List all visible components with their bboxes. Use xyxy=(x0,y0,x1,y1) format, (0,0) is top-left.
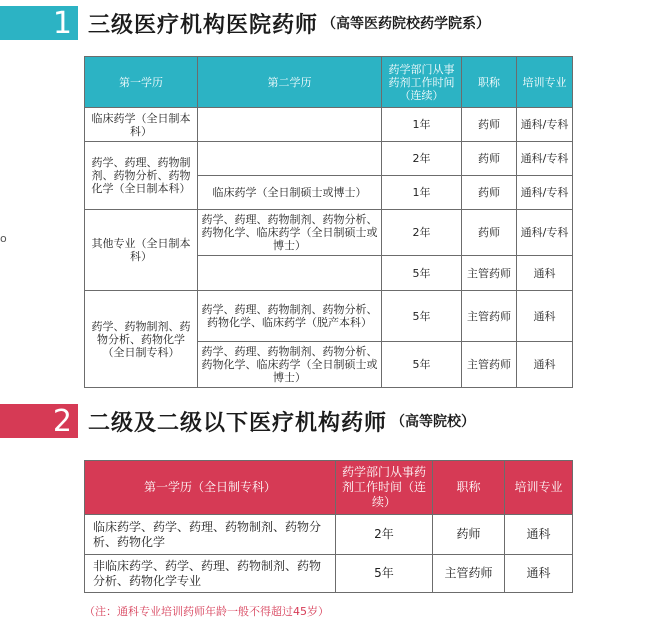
cell-first-degree: 非临床药学、药学、药理、药物制剂、药物分析、药物化学专业 xyxy=(85,555,336,593)
cell-first-degree: 临床药学（全日制本科） xyxy=(85,108,198,142)
header-title: 职称 xyxy=(462,57,517,108)
cell-title: 药师 xyxy=(462,176,517,210)
cell-work-time: 2年 xyxy=(382,142,462,176)
cell-work-time: 1年 xyxy=(382,176,462,210)
section2-subtitle: （高等院校） xyxy=(391,414,476,430)
cell-work-time: 2年 xyxy=(336,515,433,555)
header-work-time: 药学部门从事药剂工作时间（连续） xyxy=(336,461,433,515)
table-row xyxy=(85,210,573,256)
header-first-degree: 第一学历 xyxy=(85,57,198,108)
section1-table xyxy=(84,56,573,388)
cell-second-degree xyxy=(198,108,382,142)
section1-title: 三级医疗机构医院药师 xyxy=(88,12,319,38)
section1-subtitle: （高等医药院校药学院系） xyxy=(322,16,491,32)
section1-header xyxy=(0,6,490,40)
header-title: 职称 xyxy=(433,461,505,515)
cell-major: 通科/专科 xyxy=(517,108,573,142)
cell-major: 通科 xyxy=(517,256,573,291)
cell-title: 药师 xyxy=(462,108,517,142)
cell-major: 通科 xyxy=(505,515,573,555)
cell-work-time: 2年 xyxy=(382,210,462,256)
header-work-time: 药学部门从事药剂工作时间（连续） xyxy=(382,57,462,108)
table-header-row xyxy=(85,57,573,108)
section2-header xyxy=(0,404,475,438)
table-row xyxy=(85,108,573,142)
table-row xyxy=(85,555,573,593)
cell-work-time: 5年 xyxy=(382,291,462,342)
cell-first-degree: 药学、药物制剂、药物分析、药物化学（全日制专科） xyxy=(85,291,198,388)
cell-work-time: 5年 xyxy=(382,342,462,388)
section2-title: 二级及二级以下医疗机构药师 xyxy=(88,410,388,436)
cell-major: 通科 xyxy=(505,555,573,593)
cell-title: 药师 xyxy=(462,142,517,176)
header-major: 培训专业 xyxy=(517,57,573,108)
footnote: （注：通科专业培训药师年龄一般不得超过45岁） xyxy=(84,605,329,618)
section2-table xyxy=(84,460,573,593)
cell-second-degree: 临床药学（全日制硕士或博士） xyxy=(198,176,382,210)
table-row xyxy=(85,515,573,555)
cell-major: 通科 xyxy=(517,342,573,388)
cell-major: 通科 xyxy=(517,291,573,342)
cell-major: 通科/专科 xyxy=(517,210,573,256)
cell-second-degree: 药学、药理、药物制剂、药物分析、药物化学、临床药学（脱产本科） xyxy=(198,291,382,342)
cell-title: 主管药师 xyxy=(462,342,517,388)
cell-first-degree: 药学、药理、药物制剂、药物分析、药物化学（全日制本科） xyxy=(85,142,198,210)
cell-title: 主管药师 xyxy=(462,291,517,342)
table-row xyxy=(85,142,573,176)
cell-title: 主管药师 xyxy=(433,555,505,593)
table-row xyxy=(85,291,573,342)
cell-title: 主管药师 xyxy=(462,256,517,291)
table-header-row xyxy=(85,461,573,515)
section2-number: 2 xyxy=(0,404,78,438)
cell-title: 药师 xyxy=(462,210,517,256)
header-second-degree: 第二学历 xyxy=(198,57,382,108)
cell-second-degree xyxy=(198,142,382,176)
cell-work-time: 5年 xyxy=(382,256,462,291)
cell-second-degree: 药学、药理、药物制剂、药物分析、药物化学、临床药学（全日制硕士或博士） xyxy=(198,210,382,256)
cell-first-degree: 临床药学、药学、药理、药物制剂、药物分析、药物化学 xyxy=(85,515,336,555)
section1-number: 1 xyxy=(0,6,78,40)
cell-second-degree xyxy=(198,256,382,291)
cell-major: 通科/专科 xyxy=(517,176,573,210)
cell-first-degree: 其他专业（全日制本科） xyxy=(85,210,198,291)
cell-second-degree: 药学、药理、药物制剂、药物分析、药物化学、临床药学（全日制硕士或博士） xyxy=(198,342,382,388)
cell-title: 药师 xyxy=(433,515,505,555)
edge-mark: o xyxy=(0,232,7,245)
header-major: 培训专业 xyxy=(505,461,573,515)
cell-work-time: 5年 xyxy=(336,555,433,593)
cell-major: 通科/专科 xyxy=(517,142,573,176)
header-first-degree: 第一学历（全日制专科） xyxy=(85,461,336,515)
cell-work-time: 1年 xyxy=(382,108,462,142)
